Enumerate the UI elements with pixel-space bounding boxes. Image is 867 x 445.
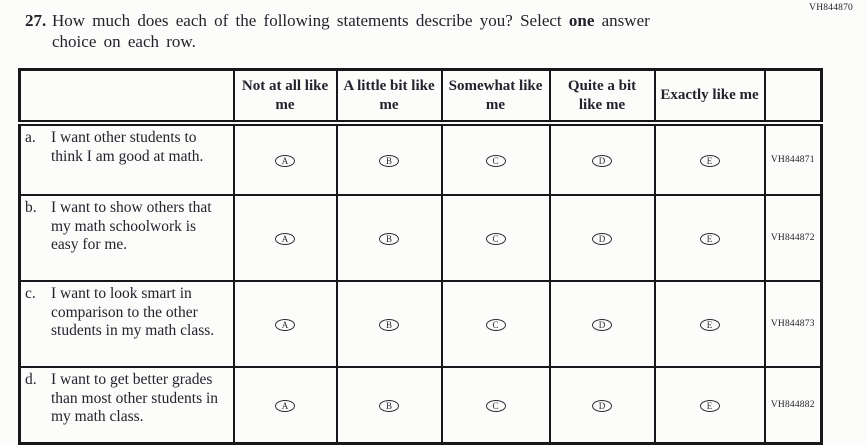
option-cell-c: [442, 367, 550, 444]
answer-bubble-e[interactable]: E: [700, 319, 720, 331]
code-header-cell-empty: [765, 70, 822, 124]
question-stem: [0, 0, 867, 52]
answer-bubble-e[interactable]: E: [700, 400, 720, 412]
statement-inner: [25, 129, 231, 166]
header-row: [20, 70, 822, 124]
column-header-1: Not at all like me: [234, 70, 337, 124]
option-cell-c: [442, 123, 550, 195]
row-code-cell: VH844872: [765, 195, 822, 281]
row-statement-cell: [20, 195, 234, 281]
answer-bubble-b[interactable]: B: [379, 233, 399, 245]
answer-bubble-c[interactable]: C: [486, 155, 506, 167]
row-code-cell: VH844873: [765, 281, 822, 367]
answer-bubble-b[interactable]: B: [379, 400, 399, 412]
answer-bubble-b[interactable]: B: [379, 319, 399, 331]
row-statement-text: I want to look smart in comparison to the other students in my math class.: [51, 285, 215, 339]
row-statement-text: I want other students to think I am good at math.: [51, 129, 204, 165]
row-letter-label: a.: [25, 129, 36, 146]
option-cell-d: [550, 281, 655, 367]
answer-bubble-d[interactable]: D: [592, 233, 612, 245]
stem-header-cell-empty: [20, 70, 234, 124]
row-letter-label: d.: [25, 371, 37, 388]
row-letter-label: b.: [25, 199, 37, 216]
table-row-d: [20, 367, 822, 444]
option-cell-e: [655, 195, 765, 281]
row-statement-cell: [20, 367, 234, 444]
column-header-5: Exactly like me: [655, 70, 765, 124]
option-cell-a: [234, 367, 337, 444]
table-row-a: [20, 123, 822, 195]
column-header-3: Somewhat like me: [442, 70, 550, 124]
option-cell-e: [655, 281, 765, 367]
option-cell-a: [234, 195, 337, 281]
answer-bubble-c[interactable]: C: [486, 400, 506, 412]
statement-inner: [25, 199, 231, 255]
question-line1: [25, 10, 867, 31]
option-cell-b: [337, 123, 442, 195]
row-letter-label: c.: [25, 285, 36, 302]
row-code-cell: VH844882: [765, 367, 822, 444]
option-cell-a: [234, 123, 337, 195]
option-cell-e: [655, 123, 765, 195]
statement-inner: [25, 285, 231, 341]
row-statement-cell: [20, 123, 234, 195]
question-line2: choice on each row.: [52, 32, 196, 51]
option-cell-c: [442, 281, 550, 367]
row-statement-text: I want to get better grades than most other students in my math class.: [51, 371, 219, 425]
table-row-c: [20, 281, 822, 367]
statement-inner: [25, 371, 231, 427]
option-cell-b: [337, 367, 442, 444]
column-header-2: A little bit like me: [337, 70, 442, 124]
answer-bubble-d[interactable]: D: [592, 400, 612, 412]
answer-bubble-d[interactable]: D: [592, 155, 612, 167]
answer-bubble-d[interactable]: D: [592, 319, 612, 331]
option-cell-d: [550, 195, 655, 281]
question-number: 27.: [25, 11, 47, 30]
row-statement-text: I want to show others that my math schoolwork is easy for me.: [51, 199, 212, 253]
answer-bubble-a[interactable]: A: [275, 155, 295, 167]
option-cell-a: [234, 281, 337, 367]
answer-bubble-c[interactable]: C: [486, 319, 506, 331]
option-cell-e: [655, 367, 765, 444]
answer-bubble-a[interactable]: A: [275, 233, 295, 245]
table-row-b: [20, 195, 822, 281]
question-bold-word: one: [568, 11, 595, 30]
form-code: VH844870: [809, 3, 853, 13]
question-text: How much does each of the following statements describe you? Select one answer: [52, 11, 650, 30]
answer-bubble-c[interactable]: C: [486, 233, 506, 245]
answer-bubble-a[interactable]: A: [275, 319, 295, 331]
option-cell-b: [337, 281, 442, 367]
answer-bubble-e[interactable]: E: [700, 155, 720, 167]
option-cell-c: [442, 195, 550, 281]
answer-bubble-a[interactable]: A: [275, 400, 295, 412]
answer-bubble-b[interactable]: B: [379, 155, 399, 167]
option-cell-d: [550, 123, 655, 195]
answer-matrix-table: [18, 68, 823, 445]
option-cell-d: [550, 367, 655, 444]
column-header-4: Quite a bit like me: [550, 70, 655, 124]
row-code-cell: VH844871: [765, 123, 822, 195]
answer-bubble-e[interactable]: E: [700, 233, 720, 245]
option-cell-b: [337, 195, 442, 281]
row-statement-cell: [20, 281, 234, 367]
